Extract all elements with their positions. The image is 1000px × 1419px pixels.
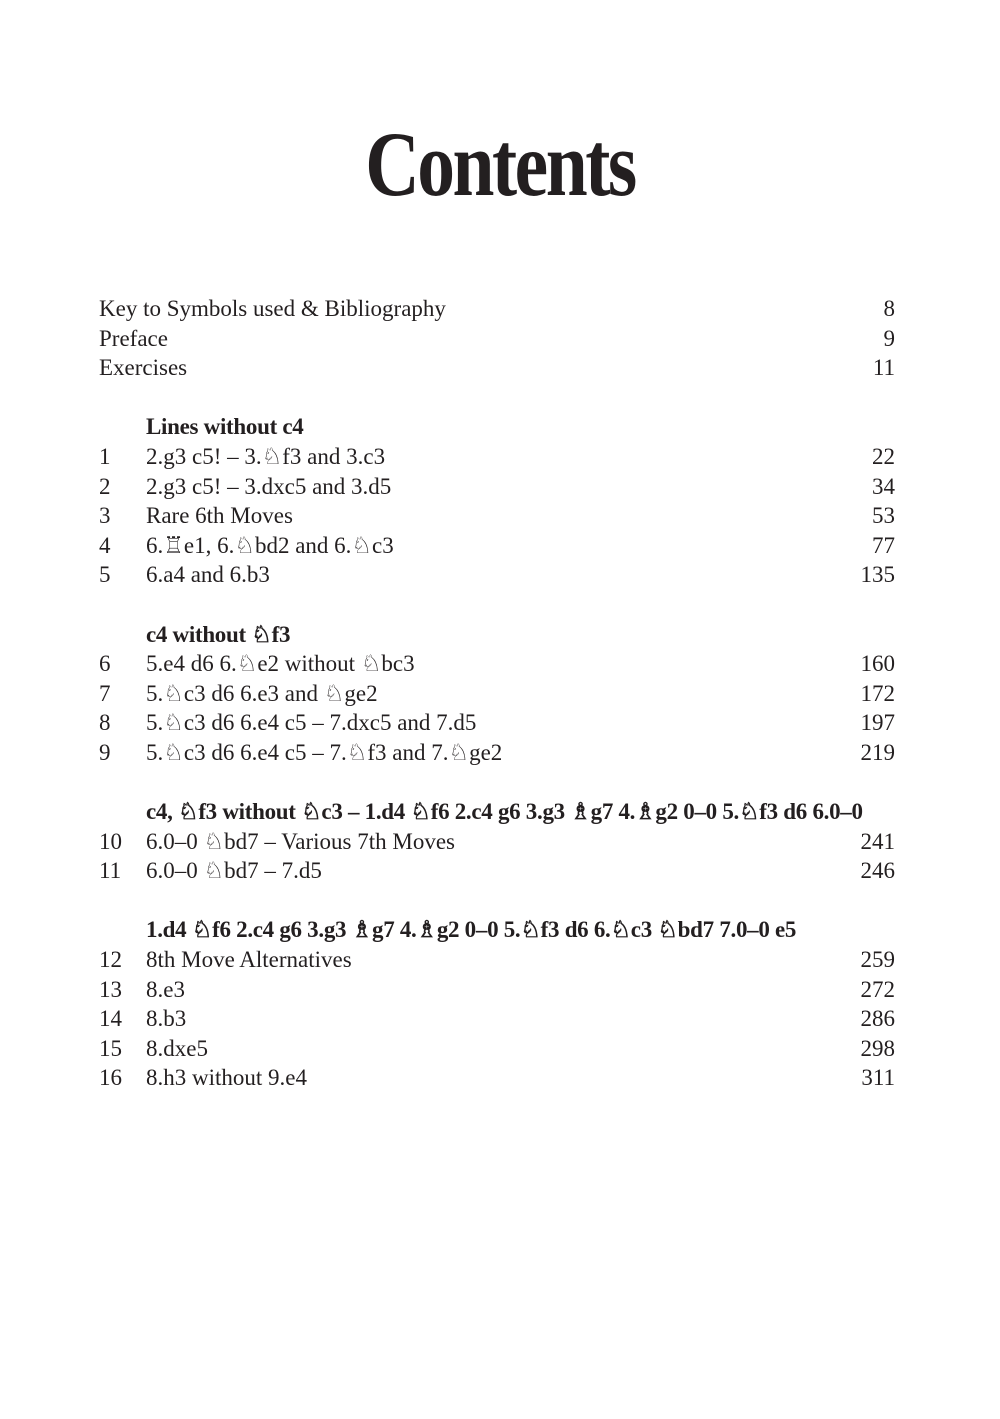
toc-chapter-2[interactable]: [99, 472, 895, 502]
chapter-number: 8: [99, 710, 111, 736]
chapter-title: Rare 6th Moves: [146, 503, 293, 529]
chapter-number: 14: [99, 1006, 122, 1032]
chapter-number: 16: [99, 1065, 122, 1091]
toc-chapter-11[interactable]: [99, 856, 895, 886]
toc-chapter-14[interactable]: [99, 1004, 895, 1034]
toc-entry-page: 9: [883, 325, 895, 351]
chapter-page: 298: [860, 1035, 895, 1061]
section-spacer: [99, 590, 895, 620]
toc-chapter-1[interactable]: [99, 442, 895, 472]
chapter-title: 8.h3 without 9.e4: [146, 1065, 307, 1091]
toc-entry-label: Preface: [99, 325, 168, 351]
chapter-title: 8.e3: [146, 976, 185, 1002]
chapter-page: 286: [860, 1006, 895, 1032]
chapter-page: 77: [872, 532, 895, 558]
chapter-title: 5.♘c3 d6 6.e4 c5 – 7.dxc5 and 7.d5: [146, 710, 477, 736]
section-heading: [99, 797, 895, 827]
chapter-title: 5.♘c3 d6 6.e3 and ♘ge2: [146, 680, 378, 706]
chapter-page: 259: [860, 947, 895, 973]
chapter-title: 6.0–0 ♘bd7 – 7.d5: [146, 858, 322, 884]
toc-chapter-6[interactable]: [99, 649, 895, 679]
chapter-number: 7: [99, 680, 111, 706]
chapter-title: 5.♘c3 d6 6.e4 c5 – 7.♘f3 and 7.♘ge2: [146, 739, 503, 765]
toc-chapter-12[interactable]: [99, 945, 895, 975]
section-heading-label: 1.d4 ♘f6 2.c4 g6 3.g3 ♗g7 4.♗g2 0–0 5.♘f3 d6 6.♘c3 ♘bd7 7.0–0 e5: [146, 917, 797, 943]
toc-chapter-10[interactable]: [99, 827, 895, 857]
toc-chapter-7[interactable]: [99, 679, 895, 709]
chapter-number: 12: [99, 947, 122, 973]
chapter-number: 3: [99, 503, 111, 529]
chapter-number: 9: [99, 739, 111, 765]
chapter-page: 272: [860, 976, 895, 1002]
toc-entry-exercises[interactable]: [99, 353, 895, 383]
chapter-page: 219: [860, 739, 895, 765]
section-heading: [99, 915, 895, 945]
toc-entry-label: Key to Symbols used & Bibliography: [99, 296, 446, 321]
chapter-title: 8.dxe5: [146, 1035, 208, 1061]
chapter-number: 11: [99, 858, 122, 884]
chapter-number: 6: [99, 651, 111, 677]
chapter-number: 10: [99, 828, 122, 854]
chapter-page: 311: [861, 1065, 895, 1091]
chapter-title: 8.b3: [146, 1006, 187, 1032]
chapter-number: 5: [99, 562, 111, 588]
chapter-page: 53: [872, 503, 895, 529]
toc-chapter-13[interactable]: [99, 975, 895, 1005]
chapter-number: 4: [99, 532, 111, 558]
toc-entry-key-to-symbols[interactable]: [99, 294, 895, 324]
chapter-page: 241: [860, 828, 895, 854]
section-heading-label: c4, ♘f3 without ♘c3 – 1.d4 ♘f6 2.c4 g6 3.g3 ♗g7 4.♗g2 0–0 5.♘f3 d6 6.0–0: [146, 799, 863, 825]
chapter-title: 6.a4 and 6.b3: [146, 562, 270, 588]
table-of-contents: [99, 294, 895, 1093]
section-heading: [99, 412, 895, 442]
toc-chapter-3[interactable]: [99, 501, 895, 531]
chapter-title: 2.g3 c5! – 3.♘f3 and 3.c3: [146, 443, 386, 469]
toc-entry-page: 11: [872, 355, 895, 381]
chapter-title: 2.g3 c5! – 3.dxc5 and 3.d5: [146, 473, 392, 499]
section-spacer: [99, 886, 895, 916]
toc-chapter-5[interactable]: [99, 560, 895, 590]
chapter-title: 6.0–0 ♘bd7 – Various 7th Moves: [146, 828, 455, 854]
chapter-page: 34: [872, 473, 895, 499]
chapter-title: 8th Move Alternatives: [146, 947, 352, 973]
section-heading: [99, 620, 895, 650]
chapter-number: 2: [99, 473, 111, 499]
chapter-page: 246: [860, 858, 895, 884]
section-heading-label: c4 without ♘f3: [146, 621, 291, 647]
chapter-page: 135: [860, 562, 895, 588]
chapter-number: 13: [99, 976, 122, 1002]
section-heading-label: Lines without c4: [146, 414, 304, 440]
toc-chapter-16[interactable]: [99, 1063, 895, 1093]
chapter-title: 5.e4 d6 6.♘e2 without ♘bc3: [146, 651, 415, 677]
section-spacer: [99, 768, 895, 798]
chapter-page: 22: [872, 443, 895, 469]
chapter-page: 160: [860, 651, 895, 677]
toc-chapter-9[interactable]: [99, 738, 895, 768]
toc-chapter-8[interactable]: [99, 708, 895, 738]
toc-entry-page: 8: [883, 296, 895, 321]
toc-chapter-4[interactable]: [99, 531, 895, 561]
toc-entry-label: Exercises: [99, 355, 188, 381]
chapter-page: 172: [860, 680, 895, 706]
section-spacer: [99, 383, 895, 413]
chapter-number: 15: [99, 1035, 122, 1061]
chapter-title: 6.♖e1, 6.♘bd2 and 6.♘c3: [146, 532, 394, 558]
toc-entry-preface[interactable]: [99, 324, 895, 354]
page-title: Contents: [365, 113, 635, 215]
chapter-page: 197: [860, 710, 895, 736]
toc-chapter-15[interactable]: [99, 1034, 895, 1064]
chapter-number: 1: [99, 443, 111, 469]
